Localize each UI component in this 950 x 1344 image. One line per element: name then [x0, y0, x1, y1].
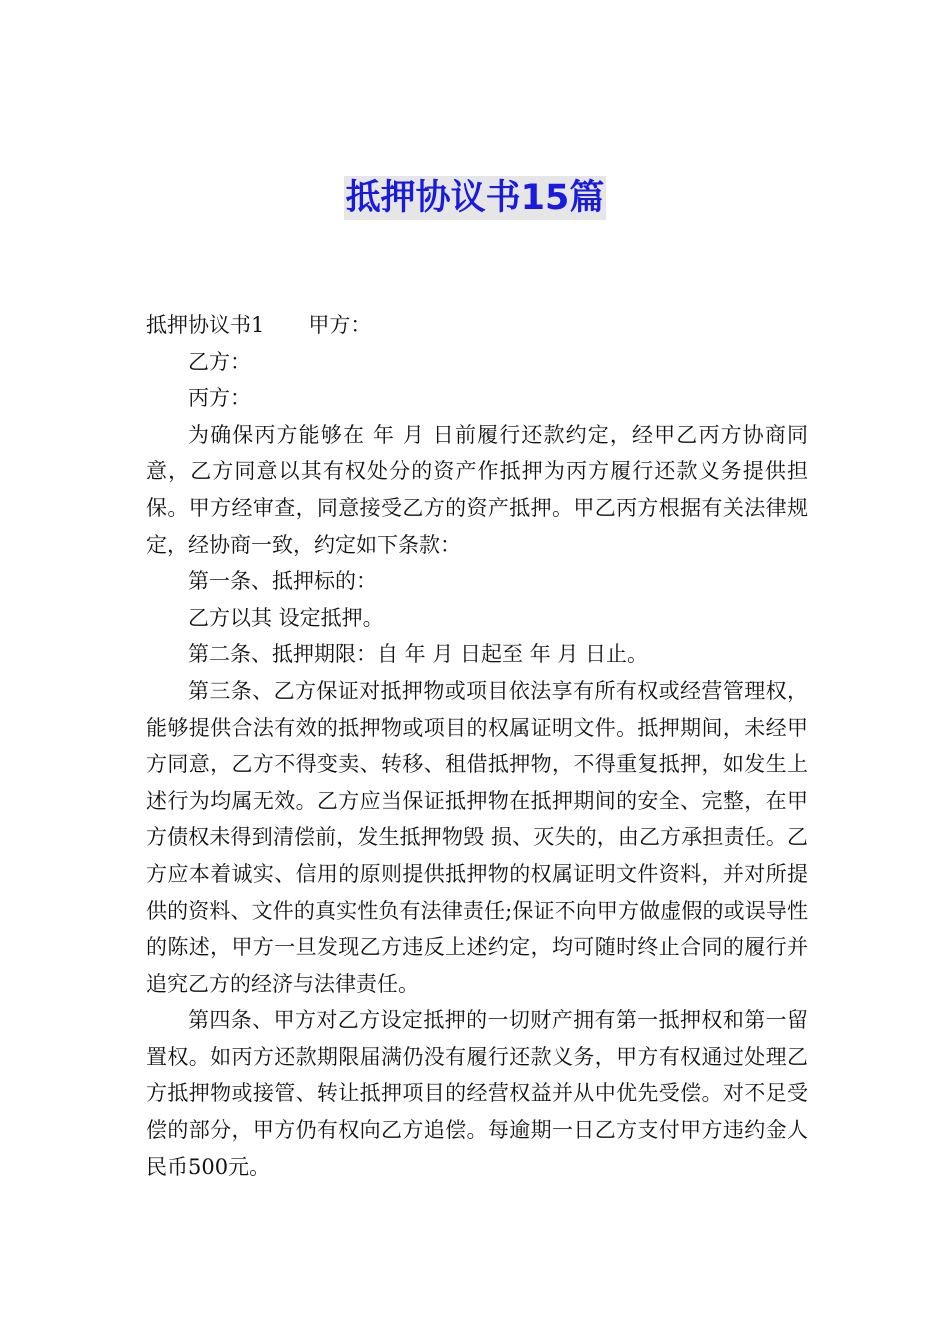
article-1-body: 乙方以其 设定抵押。 [188, 605, 384, 630]
title-container [0, 176, 950, 220]
article-3: 第三条、乙方保证对抵押物或项目依法享有所有权或经营管理权，能够提供合法有效的抵押物或项目的权属证明文件。抵押期间，未经甲方同意，乙方不得变卖、转移、租借抵押物，不得重复抵押，如发生上述行为均属无效。乙方应当保证抵押物在抵押期间的安全、完整，在甲方债权未得到清偿前，发生抵押物毁 损、灭失的，由乙方承担责任。乙方应本着诚实、信用的原则提供抵押物的权属证明文件资料，并对所提供的资料、文件的真实性负有法律责任;保证不向甲方做虚假的或误导性的陈述，甲方一旦发现乙方违反上述约定，均可随时终止合同的履行并追究乙方的经济与法律责任。 [146, 678, 808, 996]
agreement-number-label: 抵押协议书1 [146, 313, 265, 337]
party-b-label: 乙方： [188, 349, 251, 374]
document-title: 抵押协议书15篇 [345, 178, 605, 218]
article-1-heading: 第一条、抵押标的： [188, 569, 377, 594]
document-body [146, 307, 808, 1185]
heading-line [146, 307, 808, 344]
article-4: 第四条、甲方对乙方设定抵押的一切财产拥有第一抵押权和第一留置权。如丙方还款期限届满仍没有履行还款义务，甲方有权通过处理乙方抵押物或接管、转让抵押项目的经营权益并从中优先受偿。对不足受偿的部分，甲方仍有权向乙方追偿。每逾期一日乙方支付甲方违约金人民币500元。 [146, 1008, 808, 1179]
intro-paragraph: 为确保丙方能够在 年 月 日前履行还款约定，经甲乙丙方协商同意，乙方同意以其有权处分的资产作抵押为丙方履行还款义务提供担保。甲方经审查，同意接受乙方的资产抵押。甲乙丙方根据有关法律规定，经协商一致，约定如下条款： [146, 422, 808, 557]
party-c-label: 丙方： [188, 386, 251, 411]
article-2: 第二条、抵押期限：自 年 月 日起至 年 月 日止。 [188, 642, 649, 667]
party-a-label: 甲方： [308, 313, 372, 337]
